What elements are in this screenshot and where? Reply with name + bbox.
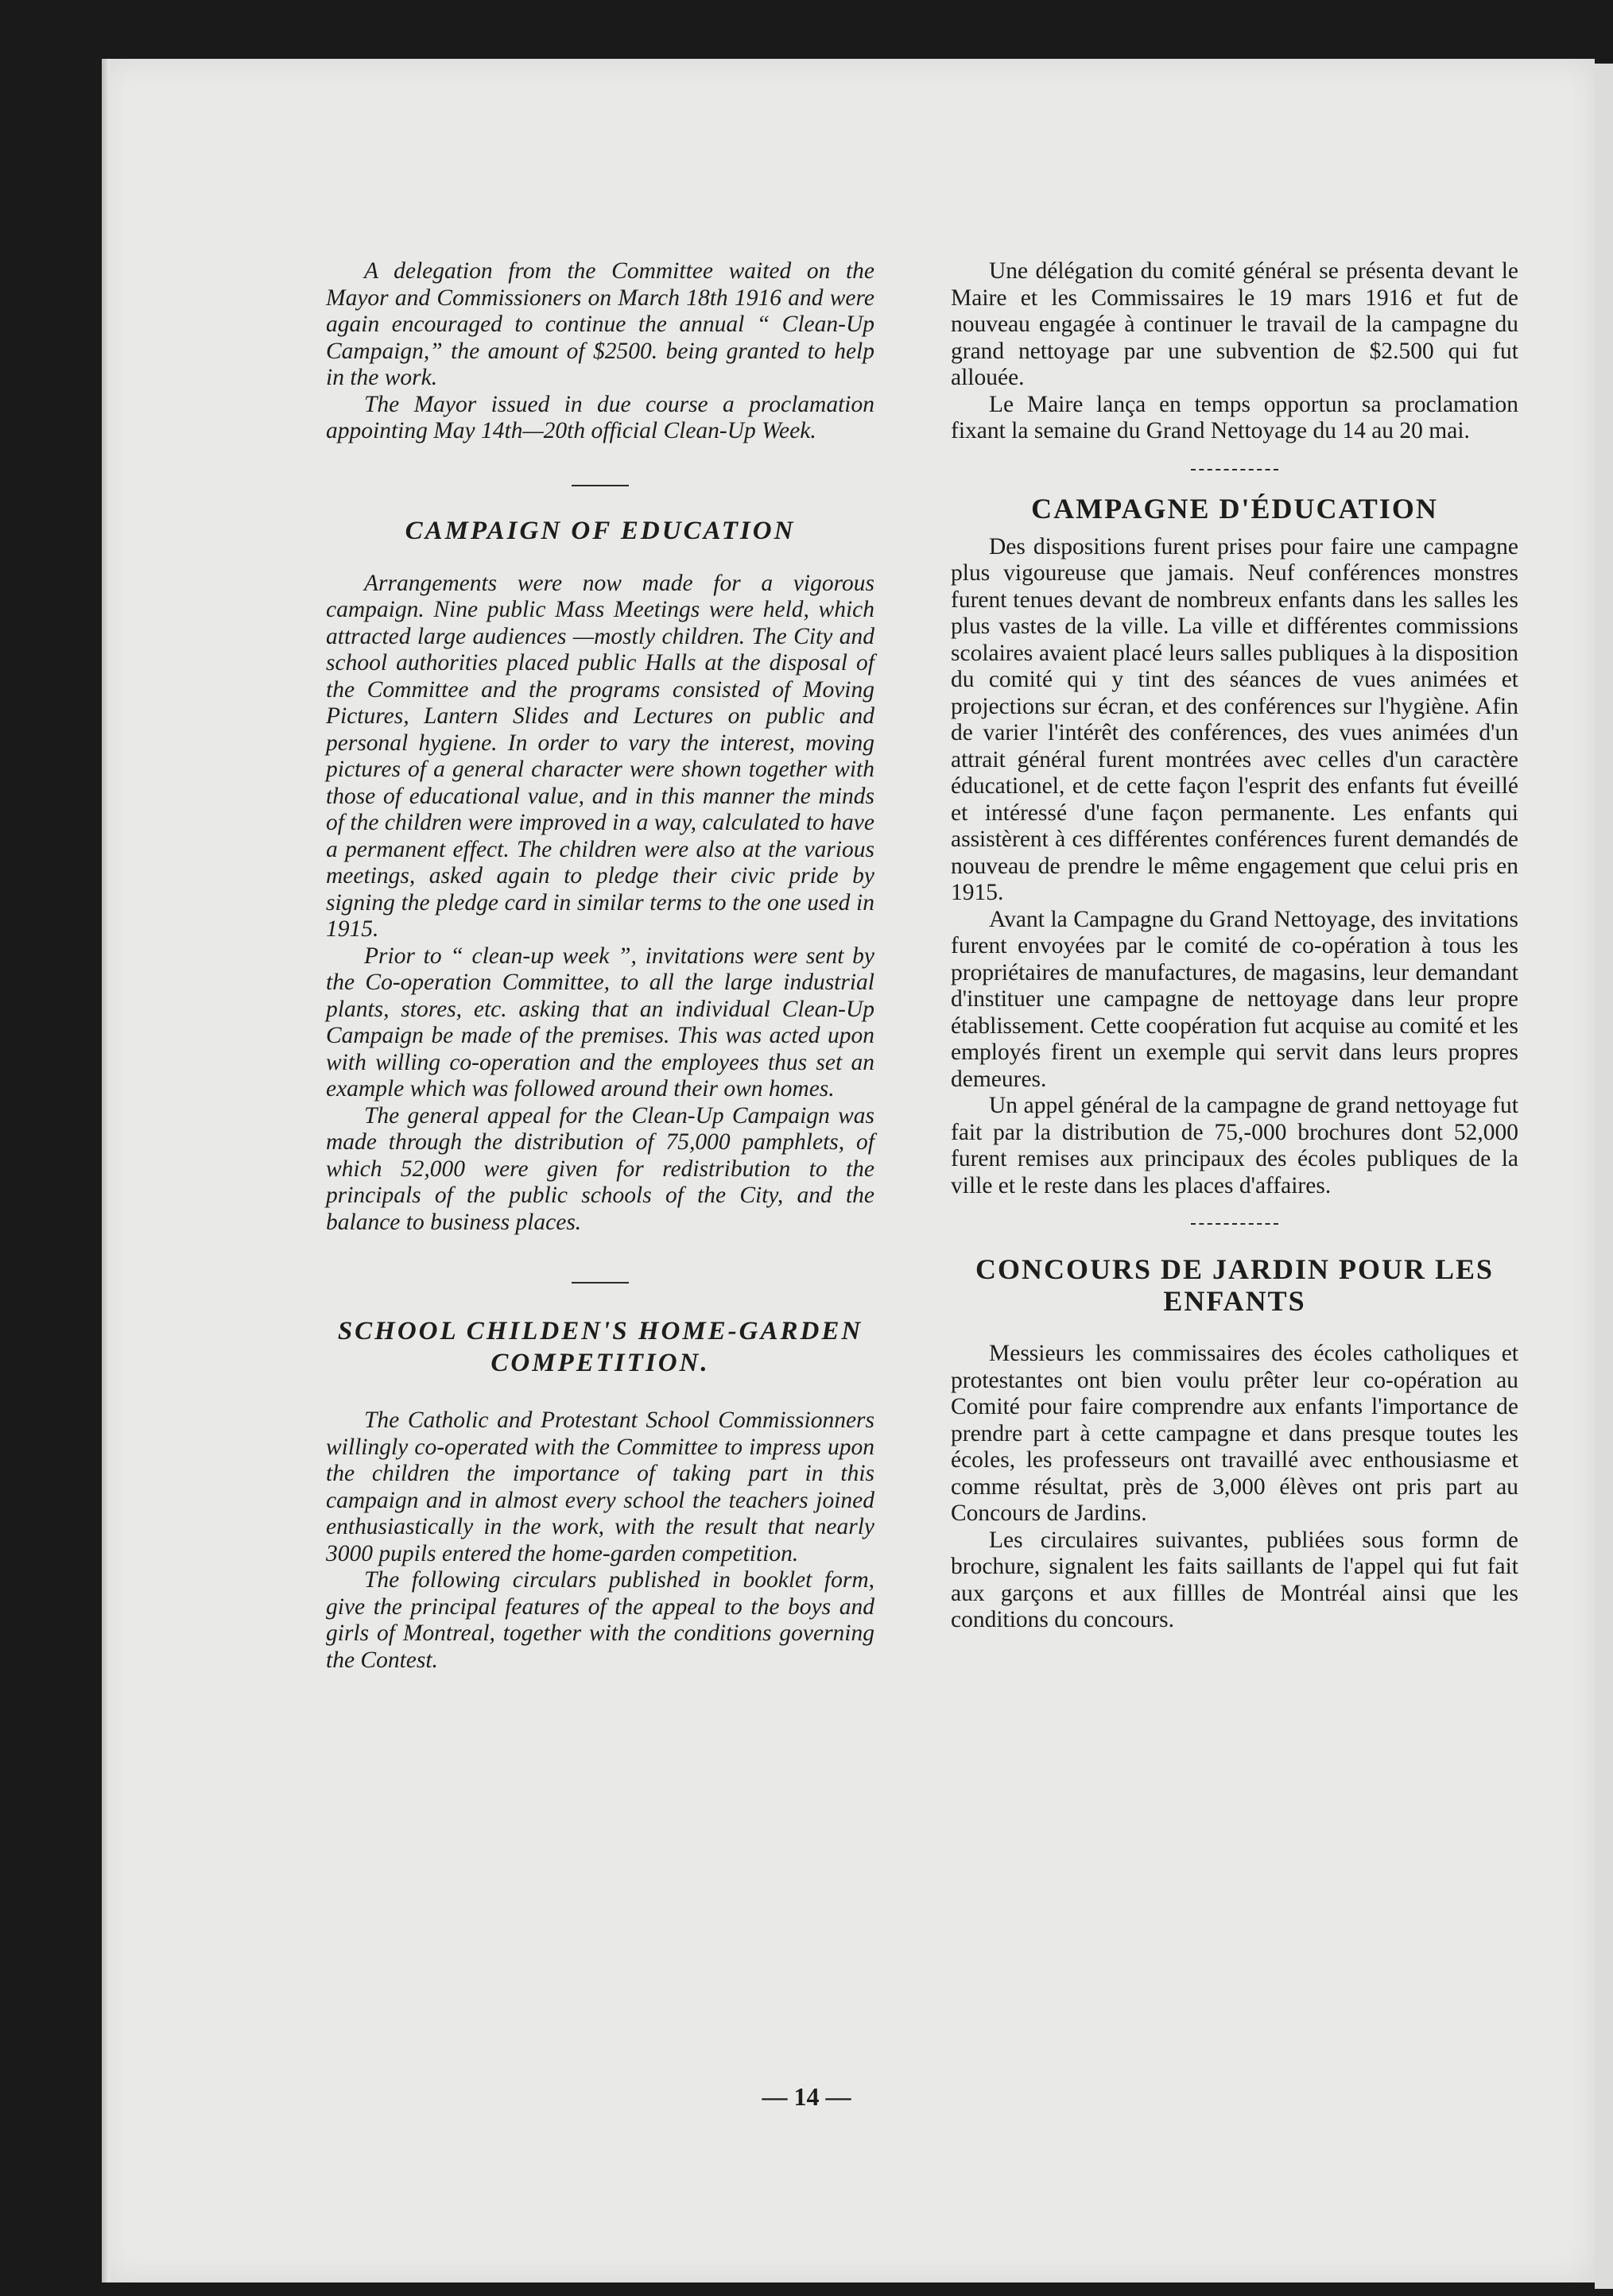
en-garden-heading: SCHOOL CHILDEN'S HOME-GARDEN COMPETITION. bbox=[337, 1317, 863, 1377]
french-column bbox=[951, 258, 1518, 1634]
adjacent-page-edge bbox=[1595, 64, 1613, 2289]
fr-delegation-paragraph: Une délégation du comité général se présenta devant le Maire et les Commissaires le 19 mars 1916 et fut de nouveau engagée à continuer le travail de la campagne du grand nettoyage par une subvention de $2.500 qui fut allouée. bbox=[951, 258, 1518, 390]
english-column bbox=[326, 258, 874, 1674]
en-invitations-paragraph: Prior to “ clean-up week ”, invitations were sent by the Co-operation Committee, to all the large industrial plants, stores, etc. asking that an individual Clean-Up Campaign be made of the premises. This was acted upon with willing co-operation and the employees thus set an example which was followed around their own homes. bbox=[326, 943, 874, 1102]
fr-proclamation-paragraph: Le Maire lança en temps opportun sa proclamation fixant la semaine du Grand Nettoyage du 14 au 20 mai. bbox=[951, 391, 1518, 443]
en-delegation-paragraph: A delegation from the Committee waited on the Mayor and Commissioners on March 18th 1916 and were again encouraged to continue the annual “ Clean-Up Campaign,” the amount of $2500. being granted to help in the work. bbox=[326, 258, 874, 390]
en-commissioners-paragraph: The Catholic and Protestant School Commissionners willingly co-operated with the Committee to impress upon the children the importance of taking part in this campaign and in almost every school the teachers joined enthusiastically in the work, with the result that nearly 3000 pupils entered the home-garden competition. bbox=[326, 1407, 874, 1566]
fr-education-heading: CAMPAGNE D'ÉDUCATION bbox=[1031, 492, 1438, 525]
fr-invitations-paragraph: Avant la Campagne du Grand Nettoyage, des invitations furent envoyées par le comité de co-opération à tous les propriétaires de manufactures, de magasins, leur demandant d'instituer une campagne de nettoyage dans leur propre établissement. Cette coopération fut acquise au comité et les employés firent un exemple qui servit dans leurs propres demeures. bbox=[951, 906, 1518, 1092]
en-circulars-paragraph: The following circulars published in booklet form, give the principal features of the appeal to the boys and girls of Montreal, together with the conditions governing the Contest. bbox=[326, 1567, 874, 1673]
fr-garden-heading: CONCOURS DE JARDIN POUR LES ENFANTS bbox=[975, 1253, 1495, 1317]
fr-commissioners-paragraph: Messieurs les commissaires des écoles catholiques et protestantes ont bien voulu prêter leur co-opération au Comité pour faire comprendre aux enfants l'importance de prendre part à cette campagne et dans presque toutes les écoles, les professeurs ont travaillé avec enthousiasme et comme résultat, près de 3,000 élèves ont pris part au Concours de Jardins. bbox=[951, 1341, 1518, 1526]
en-education-heading: CAMPAIGN OF EDUCATION bbox=[405, 516, 796, 545]
fr-campaign-paragraph: Des dispositions furent prises pour faire une campagne plus vigoureuse que jamais. Neuf conférences monstres furent tenues devant de nombreux enfants dans les salles les plus vastes de la ville. La ville et différentes commissions scolaires avaient placé leurs salles publiques à la disposition du comité qui y tint des séances de vues animées et projections sur écran, et des conférences sur l'hygiène. Afin de varier l'intérêt des conférences, des vues animées d'un attrait général furent montrées avec celles d'un caractère éducationel, et de cette façon l'esprit des enfants fut éveillé et intéressé d'une façon permanente. Les enfants qui assistèrent à ces différentes conférences furent demandés de nouveau de prendre le même engagement que celui pris en 1915. bbox=[951, 533, 1518, 905]
en-campaign-paragraph: Arrangements were now made for a vigorous campaign. Nine public Mass Meetings were held, which attracted large audiences —mostly children. The City and school authorities placed public Halls at the disposal of the Committee and the programs consisted of Moving Pictures, Lantern Slides and Lectures on public and personal hygiene. In order to vary the interest, moving pictures of a general character were shown together with those of educational value, and in this manner the minds of the children were improved in a way, calculated to have a permanent effect. The children were also at the various meetings, asked again to pledge their civic pride by signing the pledge card in similar terms to the one used in 1915. bbox=[326, 570, 874, 942]
en-proclamation-paragraph: The Mayor issued in due course a proclamation appointing May 14th—20th official Clean-Up Week. bbox=[326, 391, 874, 443]
fr-appeal-paragraph: Un appel général de la campagne de grand nettoyage fut fait par la distribution de 75,-000 brochures dont 52,000 furent remises aux principaux des écoles publiques de la ville et le reste dans les places d'affaires. bbox=[951, 1093, 1518, 1198]
en-appeal-paragraph: The general appeal for the Clean-Up Campaign was made through the distribution of 75,000 pamphlets, of which 52,000 were given for redistribution to the principals of the public schools of the City, and the balance to business places. bbox=[326, 1102, 874, 1235]
page-number: — 14 — bbox=[762, 2082, 851, 2111]
fr-circulars-paragraph: Les circulaires suivantes, publiées sous formn de brochure, signalent les faits saillants de l'appel qui fut fait aux garçons et aux fillles de Montréal ainsi que les conditions du concours. bbox=[951, 1527, 1518, 1632]
